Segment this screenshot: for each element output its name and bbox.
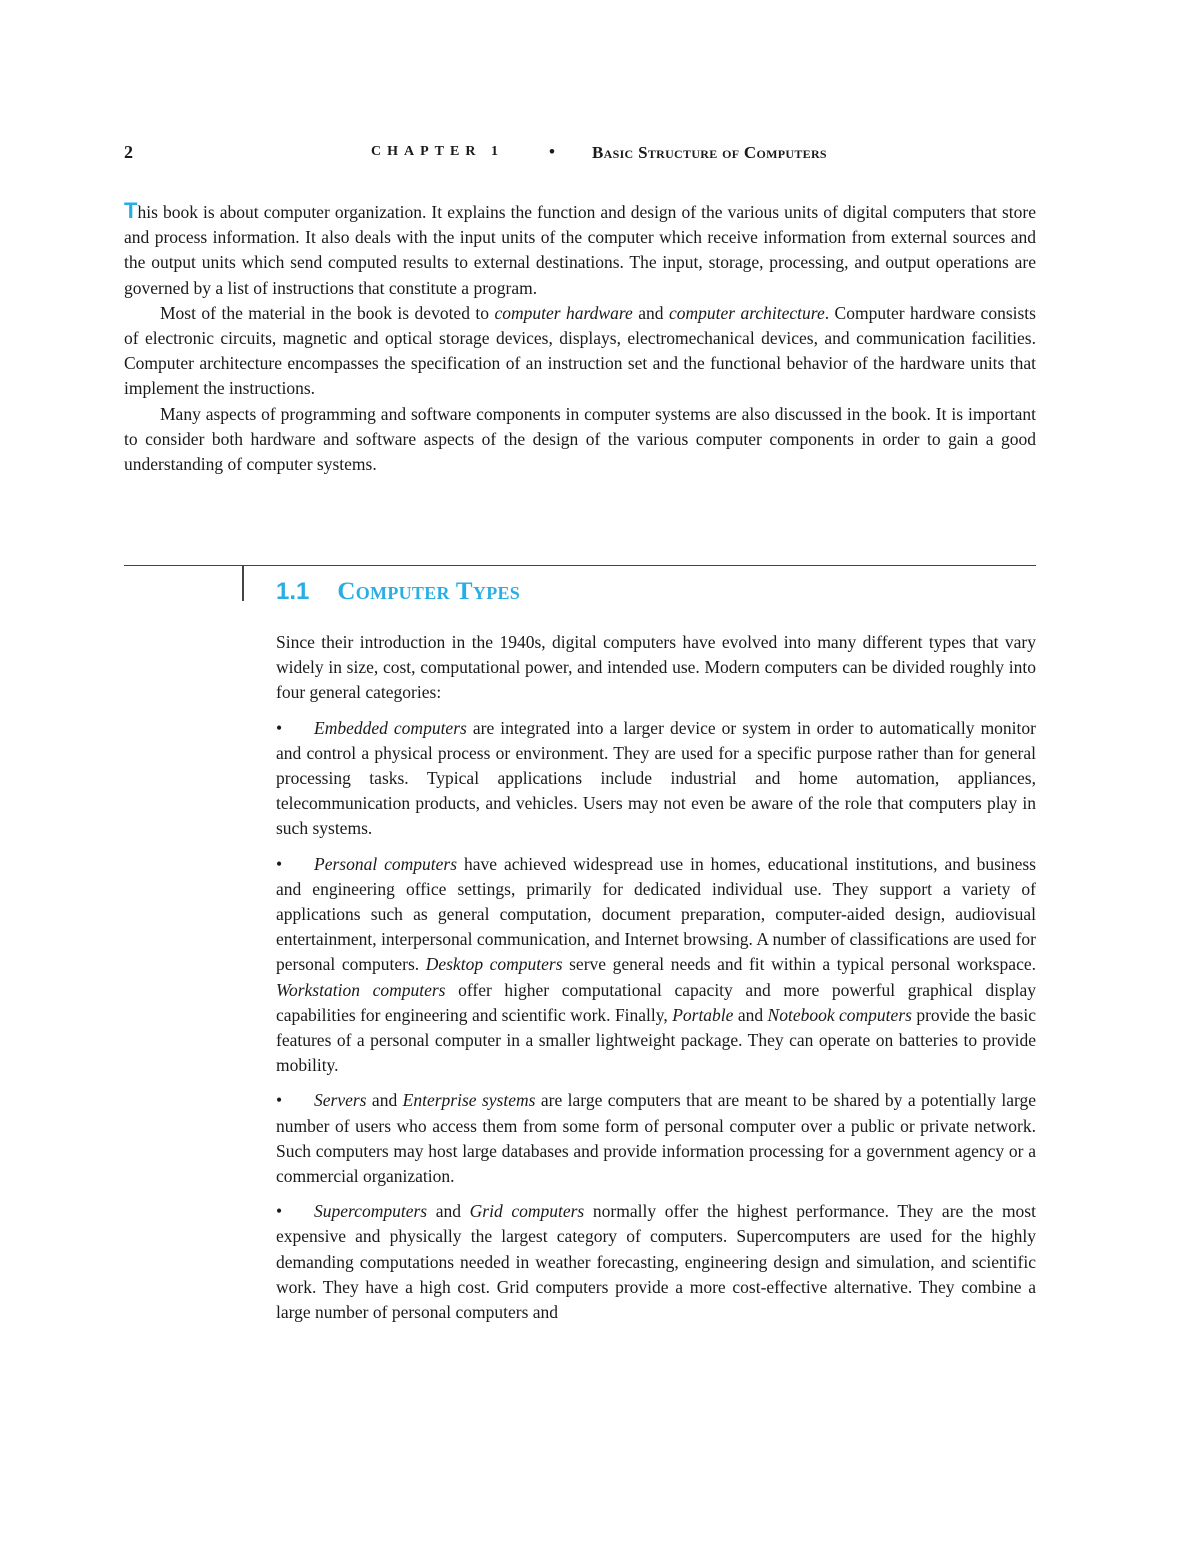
item2-text-5: provide the basic features of a personal computer in a smaller lightweight package. They can operate on batteries to provide mobility.: [276, 1004, 1036, 1076]
running-head: [124, 140, 1036, 166]
term-portable: Portable: [672, 1004, 734, 1025]
list-item: [276, 716, 1036, 842]
term-computer-hardware: computer hardware: [494, 302, 633, 323]
intro-p2-text-a: Most of the material in the book is devoted to: [160, 302, 495, 323]
list-item: [276, 1199, 1036, 1325]
item2-text-1: have achieved widespread use in homes, educational institutions, and business and engineering office settings, primarily for dedicated individual use. They support a variety of applications such as general computation, document preparation, computer-aided design, audiovisual entertainment, interpersonal communication, and Internet browsing. A number of classifications are used for personal computers.: [276, 853, 1036, 975]
term-desktop-computers: Desktop computers: [425, 954, 563, 975]
term-personal-computers: Personal computers: [314, 853, 458, 874]
term-notebook-computers: Notebook computers: [767, 1004, 912, 1025]
item4-text-1: and: [427, 1201, 470, 1222]
bullet-icon: •: [276, 1201, 283, 1222]
item2-text-3: offer higher computational capacity and more powerful graphical display capabilities for engineering and scientific work. Finally,: [276, 979, 1036, 1025]
chapter-label: CHAPTER 1: [371, 144, 504, 159]
intro-paragraph-2: [124, 301, 1036, 402]
item4-text-2: normally offer the highest performance. They are the most expensive and physically the largest category of computers. Supercomputers are used for the highly demanding computations needed in weather forecasting, engineering design and simulation, and scientific work. They have a high cost. Grid computers provide a more cost-effective alternative. They combine a large number of personal computers and: [276, 1201, 1036, 1323]
item3-text-1: and: [366, 1090, 403, 1111]
header-separator: •: [549, 142, 555, 161]
term-workstation-computers: Workstation computers: [276, 979, 446, 1000]
term-grid-computers: Grid computers: [469, 1201, 585, 1222]
chapter-title: Basic Structure of Computers: [592, 143, 827, 162]
term-servers: Servers: [314, 1090, 367, 1111]
section-number: 1.1: [276, 578, 310, 605]
bullet-icon: •: [276, 853, 283, 874]
intro-text: [124, 200, 1036, 477]
item3-text-2: are large computers that are meant to be shared by a potentially large number of users who access them from some form of personal computer over a public or private network. Such computers may host large databases and provide information processing for a government agency or a commercial organization.: [276, 1090, 1036, 1187]
dropcap: T: [124, 198, 138, 223]
section-title: Computer Types: [337, 578, 521, 605]
intro-p2-text-c: . Computer hardware consists of electronic circuits, magnetic and optical storage devices, displays, electromechanical devices, and communication facilities. Computer architecture encompasses the specification of an instruction set and the functional behavior of the hardware units that implement the instructions.: [124, 302, 1036, 399]
section-heading: [276, 576, 520, 606]
intro-p2-text-b: and: [632, 302, 669, 323]
item2-text-2: serve general needs and fit within a typical personal workspace.: [562, 954, 1036, 975]
section-rule: [124, 565, 1036, 566]
list-item: [276, 852, 1036, 1079]
page-number: 2: [124, 142, 133, 162]
section-body: [276, 630, 1036, 1325]
bullet-icon: •: [276, 1090, 283, 1111]
term-computer-architecture: computer architecture: [668, 302, 825, 323]
term-supercomputers: Supercomputers: [314, 1201, 428, 1222]
intro-paragraph-1-text: his book is about computer organization. It explains the function and design of the various units of digital computers that store and process information. It also deals with the input units of the computer which receive information from external sources and the output units which send computed results to external destinations. The input, storage, processing, and output operations are governed by a list of instructions that constitute a program.: [124, 202, 1036, 298]
term-enterprise-systems: Enterprise systems: [402, 1090, 536, 1111]
section-bar: [242, 565, 244, 601]
bullet-icon: •: [276, 717, 283, 738]
section-lead: Since their introduction in the 1940s, digital computers have evolved into many different types that vary widely in size, cost, computational power, and intended use. Modern computers can be divided roughly into four general categories:: [276, 632, 1036, 703]
term-embedded-computers: Embedded computers: [314, 717, 467, 738]
intro-paragraph-1: [124, 200, 1036, 301]
list-item: [276, 1088, 1036, 1189]
intro-paragraph-3: Many aspects of programming and software components in computer systems are also discussed in the book. It is important to consider both hardware and software aspects of the design of the various computer components in order to gain a good understanding of computer systems.: [124, 403, 1036, 475]
item1-text: are integrated into a larger device or system in order to automatically monitor and control a physical process or environment. They are used for a specific purpose rather than for general processing tasks. Typical applications include industrial and home automation, appliances, telecommunication products, and vehicles. Users may not even be aware of the role that computers play in such systems.: [276, 717, 1036, 839]
item2-text-4: and: [733, 1004, 768, 1025]
